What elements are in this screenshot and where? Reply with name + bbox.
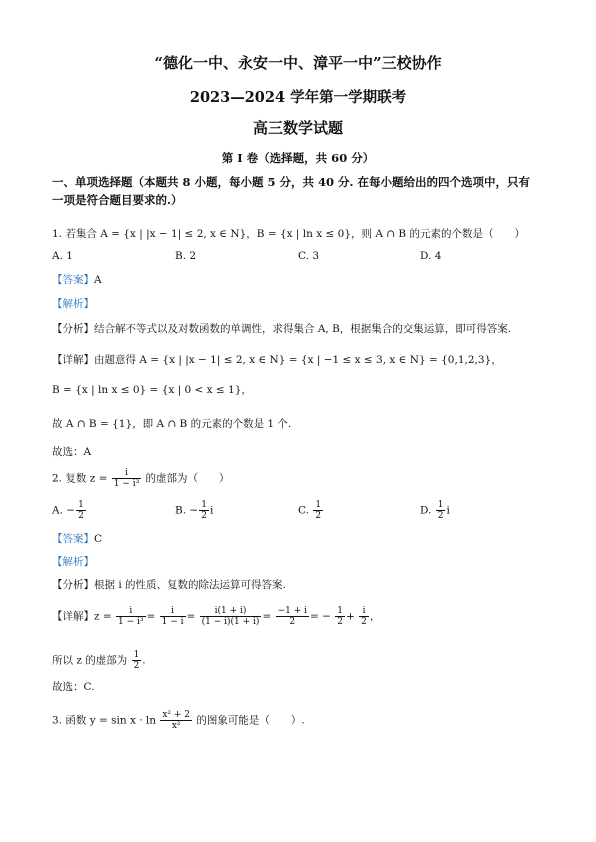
q2-option-b-frac — [199, 500, 209, 521]
fenxi-tag: 【分析】 — [52, 579, 94, 591]
eq-frac-6-num: i — [359, 606, 369, 617]
q1-option-c: C. 3 — [298, 250, 320, 262]
detail-tag: 【详解】 — [52, 610, 94, 623]
q2-stem — [52, 468, 552, 489]
q2-conclusion: 所以 z 的虚部为 $\frac{1}{2}$ . — [52, 650, 146, 671]
part1-heading: 一、单项选择题（本题共 8 小题，每小题 5 分，共 40 分. 在每小题给出的四个选项中，只有 — [52, 175, 531, 189]
q2-option-c — [298, 500, 324, 521]
q2-stem-post: 的虚部为（ ） — [145, 472, 230, 485]
q2-option-d-den: 2 — [437, 511, 444, 521]
q2-option-c-label: C. — [298, 504, 309, 517]
detail-z: z = — [94, 610, 112, 623]
q2-option-b: B. − $\frac{1}{2}$ i — [175, 500, 214, 521]
eq-frac-3-num: i(1 + i) — [200, 606, 262, 617]
q3-stem-num: x² + 2 — [162, 710, 191, 720]
q2-conclusion-text: 所以 z 的虚部为 — [52, 654, 128, 667]
eq-frac-5-num: 1 — [337, 606, 344, 616]
eq-frac-4 — [276, 606, 309, 627]
q2-option-d-label: D. — [420, 504, 432, 517]
eq-frac-4-den: 2 — [289, 617, 296, 627]
answer-tag: 【答案】 — [52, 274, 94, 286]
q2-conclusion-num: 1 — [133, 650, 140, 660]
exam-title: 高三数学试题 — [252, 119, 343, 137]
eq-frac-2-den: 1 − i — [161, 617, 184, 627]
q2-option-d-num: 1 — [437, 500, 444, 510]
eq-frac-6-den: 2 — [361, 617, 367, 627]
eq-frac-1-num: i — [116, 606, 145, 617]
q2-option-a-frac — [76, 500, 86, 521]
q2-option-b-den: 2 — [201, 511, 207, 521]
q2-analysis-tag: 【解析】 — [52, 556, 94, 568]
eq-frac-4-num: −1 + i — [277, 606, 307, 616]
detail-tag: 【详解】 — [52, 354, 94, 366]
fenxi-tag: 【分析】 — [52, 323, 94, 335]
q2-stem-num: i — [112, 468, 141, 479]
q1-fenxi — [52, 322, 552, 336]
q1-detail-2: B = {x | ln x ≤ 0} = {x | 0 < x ≤ 1}， — [52, 384, 252, 396]
q2-stem-den: 1 − i³ — [113, 479, 140, 489]
q1-option-d: D. 4 — [420, 250, 442, 262]
q2-answer — [52, 532, 552, 546]
q1-answer — [52, 273, 552, 287]
q1-detail-1 — [52, 353, 552, 367]
part1-heading-cont: 一项是符合题目要求的.） — [52, 193, 183, 207]
q2-stem-pre: 2. 复数 z = — [52, 472, 108, 485]
q2-option-a-num: 1 — [78, 500, 84, 510]
q2-conclusion-den: 2 — [133, 661, 140, 671]
q1-choice: 故选：A — [52, 446, 92, 458]
eq-frac-3 — [200, 606, 262, 627]
q1-stem: 1. 若集合 A = {x | |x − 1| ≤ 2, x ∈ N}，B = {x | ln x ≤ 0}，则 A ∩ B 的元素的个数是（ ） — [52, 228, 525, 240]
answer-value: A — [94, 274, 102, 286]
q2-choice: 故选：C. — [52, 681, 95, 693]
answer-tag: 【答案】 — [52, 533, 94, 545]
q2-conclusion-frac — [132, 650, 142, 671]
q3-stem-fraction — [160, 710, 192, 731]
detail-text: 由题意得 A = {x | |x − 1| ≤ 2, x ∈ N} = {x | −1 ≤ x ≤ 3, x ∈ N} = {0,1,2,3}， — [94, 354, 502, 366]
section-title: 第 I 卷（选择题，共 60 分） — [221, 151, 375, 165]
eq-frac-6 — [359, 606, 369, 627]
q2-detail-equation: 【详解】z = $\frac{i}{\text{1 − i³}}$ = $\frac{i}{1 - i}$ = $\frac{i(1 + i)}{(1 - i)(1 + i)}$ = $\frac{-1 + i}{2}$ = − $\frac{1}{2}$ + $\frac{i}{2}$ ， — [52, 606, 381, 627]
q2-fenxi — [52, 578, 552, 592]
eq-frac-2 — [160, 606, 186, 627]
eq-frac-1-den: 1 − i³ — [118, 617, 144, 627]
q3-stem — [52, 710, 552, 731]
q2-option-b-label: B. — [175, 504, 187, 517]
eq-frac-5 — [335, 606, 345, 627]
fenxi-text: 结合解不等式以及对数函数的单调性，求得集合 A, B，根据集合的交集运算，即可得答案. — [94, 323, 512, 335]
q2-option-a-den: 2 — [78, 511, 84, 521]
q2-stem-fraction — [112, 468, 141, 489]
eq-frac-5-den: 2 — [337, 617, 344, 627]
q1-detail-3: 故 A ∩ B = {1}，即 A ∩ B 的元素的个数是 1 个. — [52, 418, 292, 430]
eq-frac-1 — [116, 606, 145, 627]
fenxi-text: 根据 i 的性质、复数的除法运算可得答案. — [94, 579, 286, 591]
q3-stem-pre: 3. 函数 y = sin x · ln — [52, 714, 157, 727]
q1-option-b: B. 2 — [175, 250, 197, 262]
term-title: 2023—2024 学年第一学期联考 — [189, 89, 407, 106]
q2-option-d: D. $\frac{1}{2}$ i — [420, 500, 450, 521]
q3-stem-den: x² — [171, 721, 181, 731]
q3-stem-post: 的图象可能是（ ）. — [196, 714, 305, 727]
eq-frac-2-num: i — [160, 606, 186, 617]
q1-option-a: A. 1 — [52, 250, 73, 262]
q2-option-b-num: 1 — [201, 500, 207, 510]
q2-option-c-num: 1 — [315, 500, 322, 510]
q1-analysis-tag: 【解析】 — [52, 298, 94, 310]
q2-option-d-frac — [436, 500, 446, 521]
q2-option-a: A. − $\frac{1}{2}$ — [52, 500, 84, 521]
school-title: “德化一中、永安一中、漳平一中”三校协作 — [154, 54, 442, 72]
q2-option-a-label: A. — [52, 504, 63, 517]
q2-option-c-den: 2 — [315, 511, 322, 521]
eq-frac-3-den: (1 − i)(1 + i) — [201, 617, 260, 627]
q2-option-c-frac — [313, 500, 323, 521]
answer-value: C — [94, 533, 103, 545]
